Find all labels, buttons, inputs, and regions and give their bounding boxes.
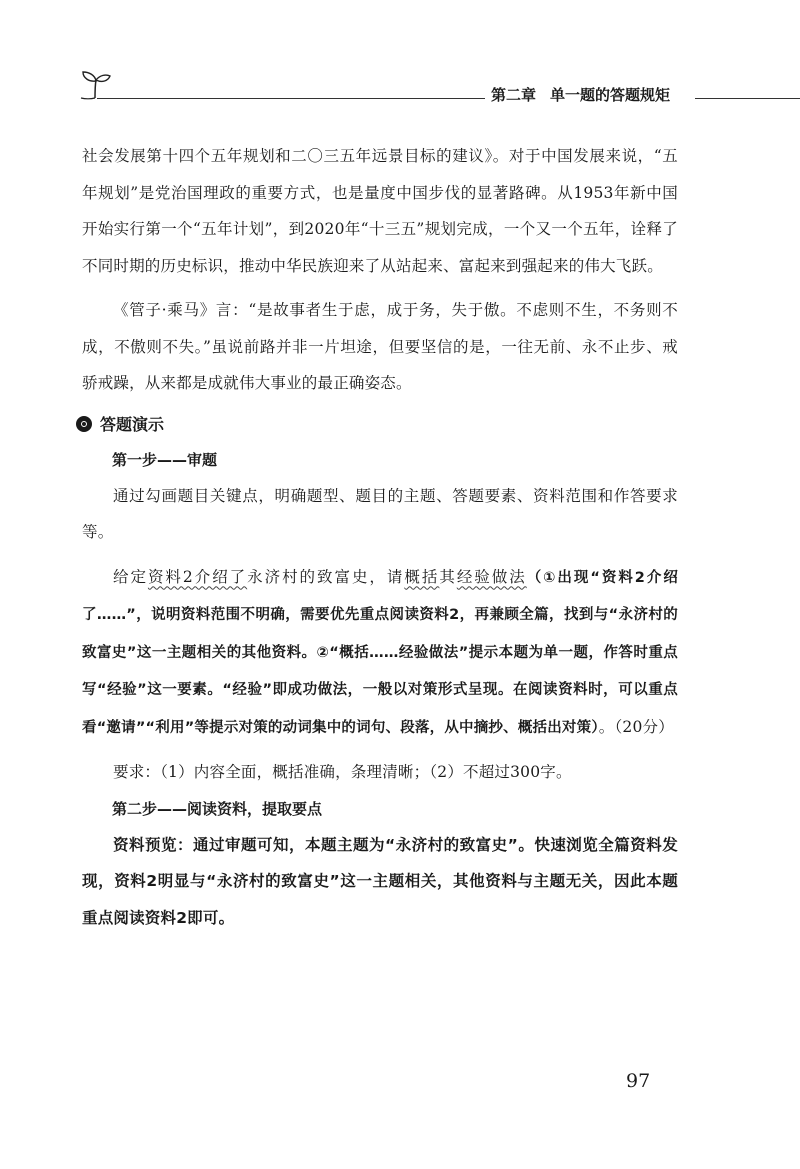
- section-heading: [82, 406, 678, 442]
- sprout-icon: [75, 68, 115, 100]
- question-mid2: 其: [439, 567, 457, 586]
- section-bullet-icon: [76, 416, 92, 432]
- header-rule-left: [97, 98, 547, 99]
- step1-title: 第一步——审题: [112, 450, 218, 469]
- step2-preview: 资料预览：通过审题可知，本题主题为“永济村的致富史”。快速浏览全篇资料发现，资料2明显与“永济村的致富史”这一主题相关，其他资料与主题无关，因此本题重点阅读资料2即可。: [82, 835, 678, 927]
- requirement: 要求：（1）内容全面，概括准确，条理清晰；（2）不超过300字。: [113, 763, 572, 781]
- chapter-number: 第二章: [491, 86, 537, 104]
- page-number: 97: [626, 1070, 651, 1092]
- chapter-name: 单一题的答题规矩: [550, 86, 671, 104]
- question-analysis: （①出现“资料2介绍了……”，说明资料范围不明确，需要优先重点阅读资料2，再兼顾全篇，找到与“永济村的致富史”这一主题相关的其他资料。②“概括……经验做法”提示本题为单一题，作答时重点写“经验”这一要素。“经验”即成功做法，一般以对策形式呈现。在阅读资料时，可以重点看“邀请”“利用”等提示对策的动词集中的词句、段落，从中摘抄、概括出对策）: [82, 569, 679, 736]
- chapter-title: [485, 84, 676, 105]
- body-paragraph-2: 《管子·乘马》言：“是故事者生于虑，成于务，失于傲。不虑则不生，不务则不成，不傲则不失。”虽说前路并非一片坦途，但要坚信的是，一往无前、永不止步、戒骄戒躁，从来都是成就伟大事业的最正确姿态。: [82, 301, 678, 392]
- page-content: [82, 138, 678, 936]
- body-paragraph-1: 社会发展第十四个五年规划和二〇三五年远景目标的建议》。对于中国发展来说，“五年规划”是党治国理政的重要方式，也是量度中国步伐的显著路碑。从1953年新中国开始实行第一个“五年计划”，到2020年“十三五”规划完成，一个又一个五年，诠释了不同时期的历史标识，推动中华民族迎来了从站起来、富起来到强起来的伟大飞跃。: [82, 147, 678, 275]
- question-target: 经验做法: [456, 567, 527, 586]
- running-header: [75, 68, 800, 108]
- question-mid: 永济村的致富史，请: [247, 567, 405, 586]
- question-prefix: 给定: [113, 567, 148, 586]
- step1-intro: 通过勾画题目关键点，明确题型、题目的主题、答题要素、资料范围和作答要求等。: [82, 486, 678, 541]
- section-title: 答题演示: [100, 415, 165, 434]
- header-rule-right: [695, 98, 800, 99]
- question-paragraph: [82, 559, 678, 747]
- question-verb: 概括: [404, 567, 440, 586]
- step2-title: 第二步——阅读资料，提取要点: [112, 799, 323, 818]
- question-material: 资料2介绍了: [147, 567, 248, 586]
- question-score: 。（20分）: [598, 717, 674, 736]
